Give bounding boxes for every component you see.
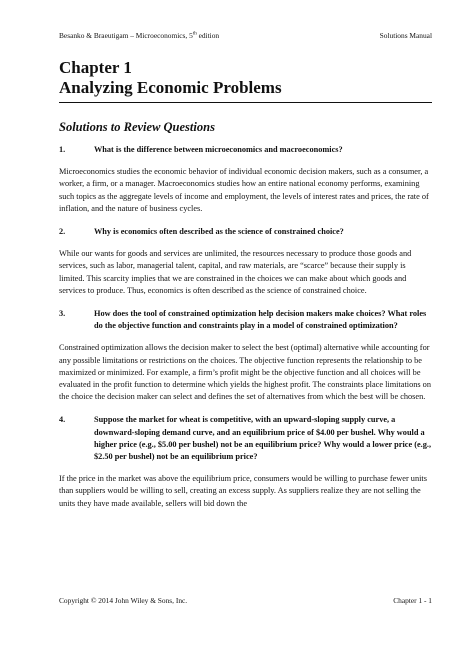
section-heading: Solutions to Review Questions (59, 120, 215, 134)
question-number: 2. (59, 227, 66, 237)
chapter-title: Analyzing Economic Problems (59, 78, 282, 97)
chapter-number: Chapter 1 (59, 58, 132, 77)
answer-1: Microeconomics studies the economic behavior of individual economic decision makers, such as a consumer, a worker, a firm, or a manager. Macroeconomics studies how an entire national economy performs, examining such topics as the aggregate levels of income and employment, the levels of interest rates and prices, the rate of inflation, and the nature of business cycles. (59, 167, 429, 213)
chapter-title-block (59, 58, 432, 103)
page-number: Chapter 1 - 1 (393, 596, 432, 605)
question-4 (59, 414, 432, 463)
header-manual-label: Solutions Manual (379, 31, 432, 40)
header-edition-superscript: th (192, 31, 197, 37)
answer-4: If the price in the market was above the equilibrium price, consumers would be willing to purchase fewer units than suppliers would be willing to sell, creating an excess supply. As suppliers realize they are not selling the units they have made available, sellers will bid down the (59, 474, 427, 508)
question-list (59, 144, 432, 521)
answer-3: Constrained optimization allows the decision maker to select the best (optimal) alternative while accounting for any possible limitations or restrictions on the choices. The objective function represents the relationship to be maximized or minimized. For example, a firm’s profit might be the objective function and all choices will be evaluated in the profit function to determine which yields the highest profit. The constraints place limitations on the choice the decision maker can select and defines the set of alternatives from which the best will be chosen. (59, 343, 431, 402)
question-text: How does the tool of constrained optimization help decision makers make choices? What roles do the objective function and constraints play in a model of constrained optimization? (94, 309, 427, 331)
answer-2: While our wants for goods and services are unlimited, the resources necessary to produce those goods and services, such as labor, managerial talent, capital, and raw materials, are “scarce” because their supply is limited. This scarcity implies that we are constrained in the choices we can make about which goods and services to produce. Thus, economics is often described as the science of constrained choice. (59, 249, 412, 295)
question-text: Suppose the market for wheat is competitive, with an upward-sloping supply curve, a downward-sloping demand curve, and an equilibrium price of $4.00 per bushel. Why would a higher price (e.g., $5.00 per bushel) not be an equilibrium price? Why would a lower price (e.g., $2.50 per bushel) not be an equilibrium price? (94, 415, 432, 462)
question-number: 3. (59, 309, 66, 319)
page-footer (59, 596, 432, 605)
copyright-notice: Copyright © 2014 John Wiley & Sons, Inc. (59, 596, 188, 605)
question-number: 1. (59, 145, 66, 154)
question-number: 4. (59, 415, 66, 425)
question-3 (59, 308, 432, 332)
header-book-title (59, 31, 219, 40)
running-header (59, 31, 432, 40)
question-1 (59, 144, 432, 156)
header-edition-suffix: edition (196, 31, 220, 40)
header-book-title-text: Besanko & Braeutigam – Microeconomics, 5 (59, 31, 193, 40)
question-2 (59, 226, 432, 238)
question-text: Why is economics often described as the science of constrained choice? (94, 227, 344, 237)
question-text: What is the difference between microeconomics and macroeconomics? (94, 145, 343, 154)
